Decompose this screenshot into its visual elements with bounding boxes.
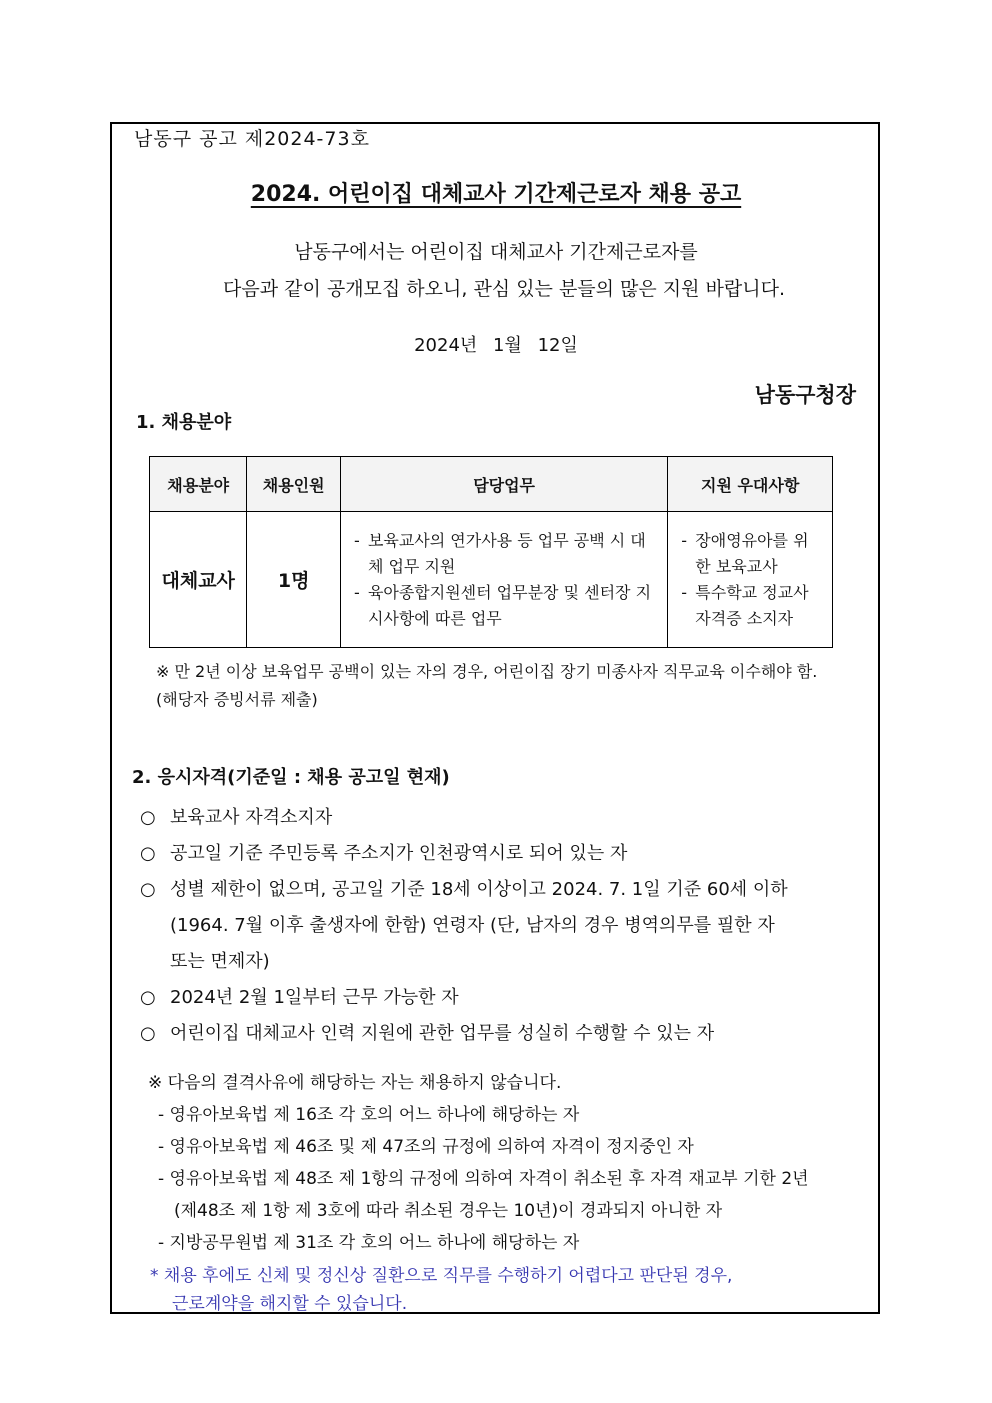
section-2-heading: 2. 응시자격(기준일 : 채용 공고일 현재) xyxy=(132,767,450,788)
qualification-item xyxy=(140,839,627,865)
header-preferences: 지원 우대사항 xyxy=(668,457,833,512)
table-note: ※ 만 2년 이상 보육업무 공백이 있는 자의 경우, 어린이집 장기 미종사자 직무교육 이수해야 함. (해당자 증빙서류 제출) xyxy=(156,662,818,709)
disqualification-item: - 지방공무원법 제 31조 각 호의 어느 하나에 해당하는 자 xyxy=(158,1233,580,1253)
table-header-row xyxy=(150,457,833,512)
disqualification-item: - 영유아보육법 제 48조 제 1항의 규정에 의하여 자격이 취소된 후 자격 재교부 기한 2년 xyxy=(158,1169,809,1189)
disqualification-item: - 영유아보육법 제 46조 및 제 47조의 규정에 의하여 자격이 정지중인 자 xyxy=(158,1137,694,1157)
qualification-text: 어린이집 대체교사 인력 지원에 관한 업무를 성실히 수행할 수 있는 자 xyxy=(170,1023,715,1044)
cell-preferences xyxy=(668,512,833,648)
qualification-item xyxy=(140,1019,714,1045)
disqualification-heading: ※ 다음의 결격사유에 해당하는 자는 채용하지 않습니다. xyxy=(148,1073,562,1093)
duty-item: - 육아종합지원센터 업무분장 및 센터장 지시사항에 따른 업무 xyxy=(350,580,658,632)
recruitment-table xyxy=(149,456,833,648)
document-date: 2024년 1월 12일 xyxy=(414,335,578,356)
header-count: 채용인원 xyxy=(247,457,341,512)
qualification-text: 공고일 기준 주민등록 주소지가 인천광역시로 되어 있는 자 xyxy=(170,843,628,864)
duty-item: - 보육교사의 연가사용 등 업무 공백 시 대체 업무 지원 xyxy=(350,528,658,580)
circle-bullet-icon: ○ xyxy=(140,807,156,828)
circle-bullet-icon: ○ xyxy=(140,879,156,900)
preference-item: - 장애영유아를 위한 보육교사 xyxy=(677,528,823,580)
qualification-item xyxy=(140,803,332,829)
section-1-heading: 1. 채용분야 xyxy=(136,412,232,433)
disqualification-item: - 영유아보육법 제 16조 각 호의 어느 하나에 해당하는 자 xyxy=(158,1105,580,1125)
header-field: 채용분야 xyxy=(150,457,247,512)
qualification-continuation: (1964. 7월 이후 출생자에 한함) 연령자 (단, 남자의 경우 병역의무를 필한 자 xyxy=(170,915,775,936)
table-row xyxy=(150,512,833,648)
circle-bullet-icon: ○ xyxy=(140,987,156,1008)
notice-number: 남동구 공고 제2024-73호 xyxy=(134,128,370,150)
qualification-continuation: 또는 면제자) xyxy=(170,951,270,972)
circle-bullet-icon: ○ xyxy=(140,1023,156,1044)
qualification-item xyxy=(140,983,459,1009)
warning-line-1: * 채용 후에도 신체 및 정신상 질환으로 직무를 수행하기 어렵다고 판단된 경우, xyxy=(150,1266,733,1286)
document-title xyxy=(0,177,992,208)
header-duties: 담당업무 xyxy=(340,457,667,512)
disqualification-continuation: (제48조 제 1항 제 3호에 따라 취소된 경우는 10년)이 경과되지 아니한 자 xyxy=(174,1201,723,1221)
qualification-text: 성별 제한이 없으며, 공고일 기준 18세 이상이고 2024. 7. 1일 기준 60세 이하 xyxy=(170,879,788,900)
cell-count: 1명 xyxy=(247,512,341,648)
preference-item: - 특수학교 정교사 자격증 소지자 xyxy=(677,580,823,632)
intro-line-2: 다음과 같이 공개모집 하오니, 관심 있는 분들의 많은 지원 바랍니다. xyxy=(223,278,785,300)
cell-field: 대체교사 xyxy=(150,512,247,648)
warning-line-2: 근로계약을 해지할 수 있습니다. xyxy=(172,1294,408,1314)
issuer: 남동구청장 xyxy=(754,383,856,407)
circle-bullet-icon: ○ xyxy=(140,843,156,864)
qualification-item xyxy=(140,875,788,901)
intro-line-1: 남동구에서는 어린이집 대체교사 기간제근로자를 xyxy=(294,241,698,263)
document-title-text: 2024. 어린이집 대체교사 기간제근로자 채용 공고 xyxy=(250,182,742,207)
cell-duties xyxy=(340,512,667,648)
qualification-text: 2024년 2월 1일부터 근무 가능한 자 xyxy=(170,987,459,1008)
qualification-text: 보육교사 자격소지자 xyxy=(170,807,333,828)
